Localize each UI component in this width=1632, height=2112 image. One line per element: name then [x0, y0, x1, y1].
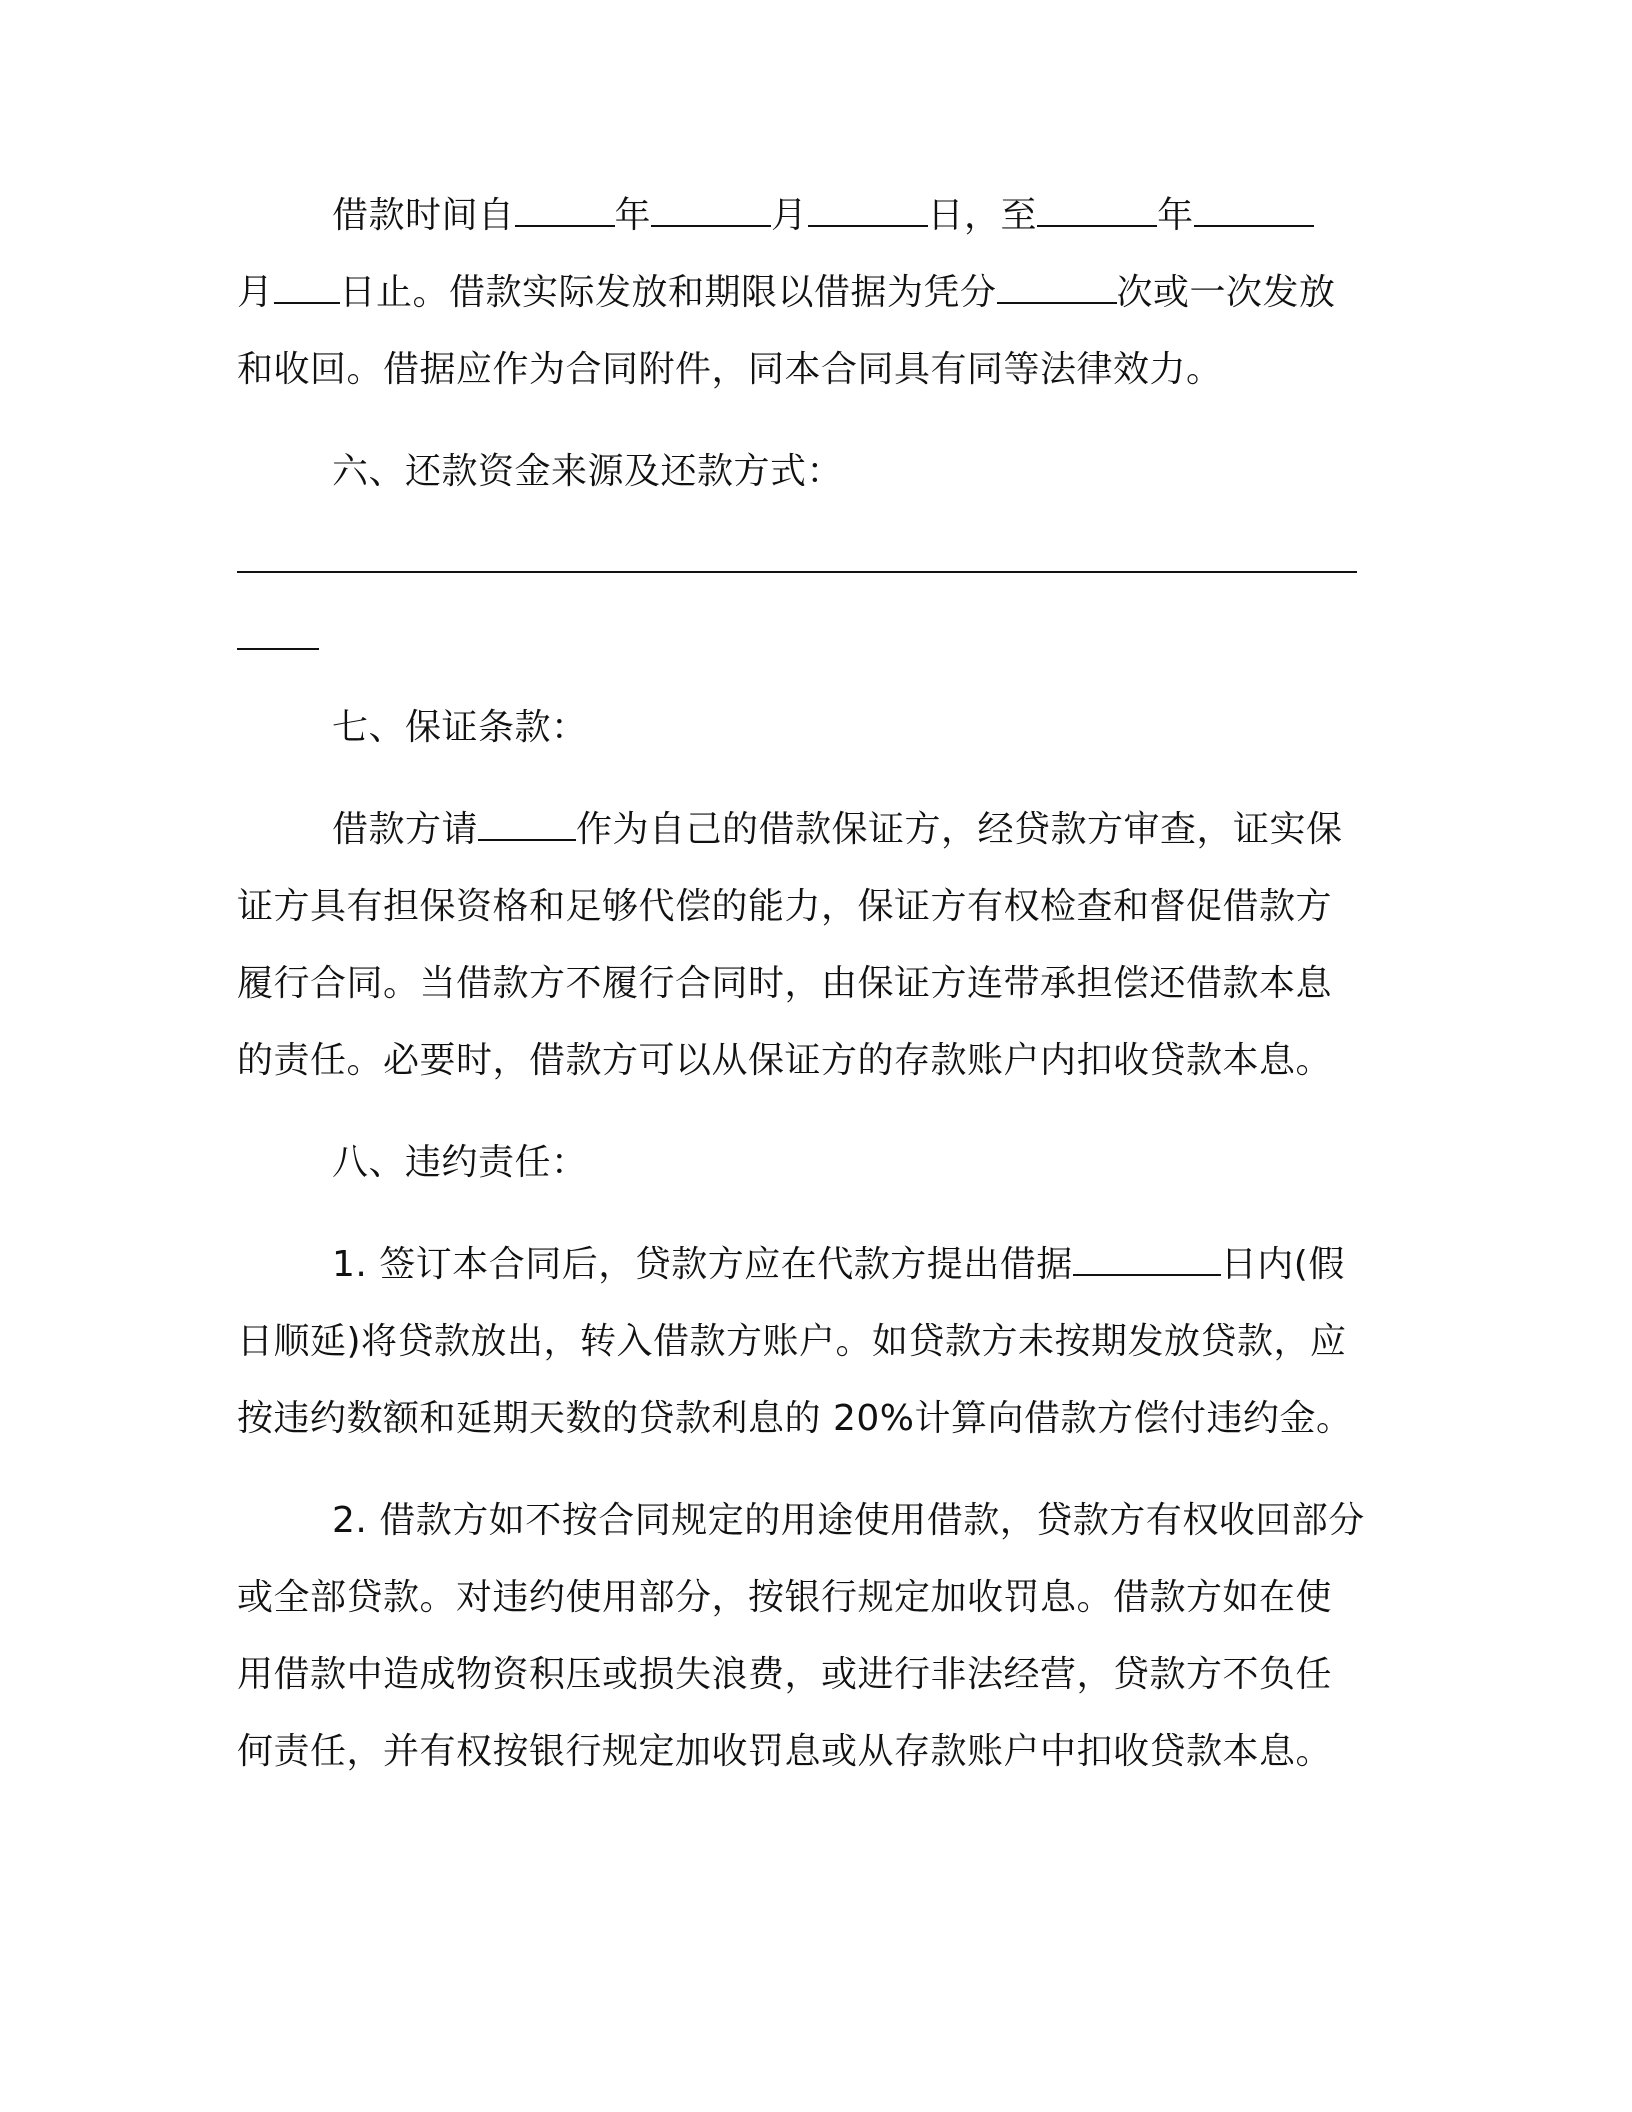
blank-end-month[interactable]	[1194, 199, 1314, 227]
text-segment: 借款时间自	[332, 195, 515, 236]
blank-installments[interactable]	[997, 276, 1117, 304]
text-segment: 日，至	[927, 195, 1038, 236]
text-segment: 日止。借款实际发放和期限以借据为凭分	[339, 272, 997, 313]
section-6-heading: 六、还款资金来源及还款方式：	[332, 451, 844, 492]
text-segment: 1. 签订本合同后，贷款方应在代款方提出借据	[332, 1244, 1073, 1285]
text-segment: 借款方请	[332, 809, 479, 850]
blank-start-day[interactable]	[808, 199, 928, 227]
blank-end-day[interactable]	[274, 276, 340, 304]
guarantee-line-4: 的责任。必要时，借款方可以从保证方的存款账户内扣收贷款本息。	[237, 1040, 1333, 1081]
blank-days[interactable]	[1073, 1248, 1221, 1276]
text-segment: 年	[614, 195, 652, 236]
text-segment: 月	[771, 195, 808, 236]
text-segment: 月	[237, 272, 274, 313]
blank-start-year[interactable]	[515, 199, 615, 227]
text-segment: 次或一次发放	[1116, 272, 1336, 313]
breach-item-2-line-1: 2. 借款方如不按合同规定的用途使用借款，贷款方有权收回部分	[332, 1500, 1365, 1541]
section-8-heading: 八、违约责任：	[332, 1142, 588, 1183]
loan-period-line-2	[237, 270, 1336, 316]
guarantee-line-3: 履行合同。当借款方不履行合同时，由保证方连带承担偿还借款本息	[237, 963, 1333, 1004]
blank-start-month[interactable]	[651, 199, 771, 227]
blank-guarantor[interactable]	[478, 813, 576, 841]
breach-item-1-line-1	[332, 1242, 1345, 1288]
guarantee-line-2: 证方具有担保资格和足够代偿的能力，保证方有权检查和督促借款方	[237, 886, 1333, 927]
blank-end-year[interactable]	[1037, 199, 1157, 227]
loan-period-line-1	[332, 193, 1314, 239]
breach-item-2-line-2: 或全部贷款。对违约使用部分，按银行规定加收罚息。借款方如在使	[237, 1577, 1333, 1618]
loan-period-line-3: 和收回。借据应作为合同附件，同本合同具有同等法律效力。	[237, 349, 1223, 390]
breach-item-1-line-2: 日顺延)将贷款放出，转入借款方账户。如贷款方未按期发放贷款，应	[237, 1321, 1347, 1362]
guarantee-line-1	[332, 807, 1343, 853]
breach-item-2-line-3: 用借款中造成物资积压或损失浪费，或进行非法经营，贷款方不负任	[237, 1654, 1333, 1695]
breach-item-1-line-3: 按违约数额和延期天数的贷款利息的 20%计算向借款方偿付违约金。	[237, 1398, 1353, 1439]
repayment-blank-line-2[interactable]	[237, 648, 319, 650]
repayment-blank-line-1[interactable]	[237, 571, 1357, 573]
section-7-heading: 七、保证条款：	[332, 707, 588, 748]
breach-item-2-line-4: 何责任，并有权按银行规定加收罚息或从存款账户中扣收贷款本息。	[237, 1731, 1333, 1772]
text-segment: 作为自己的借款保证方，经贷款方审查，证实保	[576, 809, 1343, 850]
text-segment: 日内(假	[1220, 1244, 1345, 1285]
text-segment: 年	[1157, 195, 1194, 236]
